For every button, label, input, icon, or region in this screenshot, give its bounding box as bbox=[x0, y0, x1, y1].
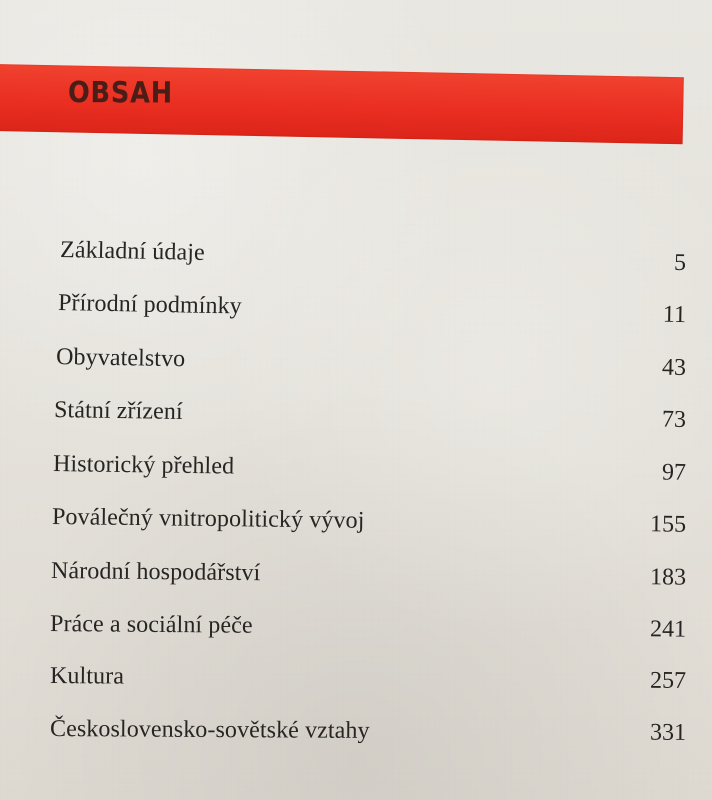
toc-item-page: 97 bbox=[661, 459, 687, 486]
toc-item-title: Národní hospodářství bbox=[50, 558, 261, 587]
toc-item bbox=[53, 452, 686, 497]
toc-item-page: 257 bbox=[649, 667, 687, 694]
toc-item-page: 331 bbox=[649, 719, 687, 746]
page-title: OBSAH bbox=[67, 75, 174, 110]
toc-item-page: 183 bbox=[649, 564, 687, 591]
toc-item bbox=[56, 345, 687, 392]
toc-item bbox=[58, 291, 687, 339]
toc-item-title: Práce a sociální péče bbox=[49, 611, 253, 639]
toc-item bbox=[51, 559, 686, 602]
toc-item bbox=[60, 238, 687, 287]
toc-item bbox=[50, 612, 686, 654]
toc-item-page: 11 bbox=[662, 301, 687, 329]
toc-item-page: 73 bbox=[661, 406, 687, 433]
toc-item-title: Obyvatelstvo bbox=[55, 344, 186, 373]
toc-item bbox=[52, 505, 686, 549]
toc-item bbox=[50, 717, 686, 757]
toc-item-title: Základní údaje bbox=[59, 237, 206, 267]
toc-item-page: 241 bbox=[649, 616, 687, 643]
toc-item bbox=[54, 398, 686, 444]
toc-item-title: Kultura bbox=[49, 663, 125, 690]
toc-item-title: Státní zřízení bbox=[53, 397, 183, 426]
toc-item-title: Československo-sovětské vztahy bbox=[49, 716, 370, 744]
toc-item-page: 43 bbox=[661, 354, 687, 381]
toc-item bbox=[50, 664, 686, 705]
toc-item-title: Historický přehled bbox=[52, 451, 235, 480]
toc-item-page: 155 bbox=[649, 511, 687, 538]
toc-item-title: Přírodní podmínky bbox=[57, 290, 243, 320]
toc-item-title: Poválečný vnitropolitický vývoj bbox=[51, 504, 365, 534]
toc-item-page: 5 bbox=[673, 249, 687, 277]
